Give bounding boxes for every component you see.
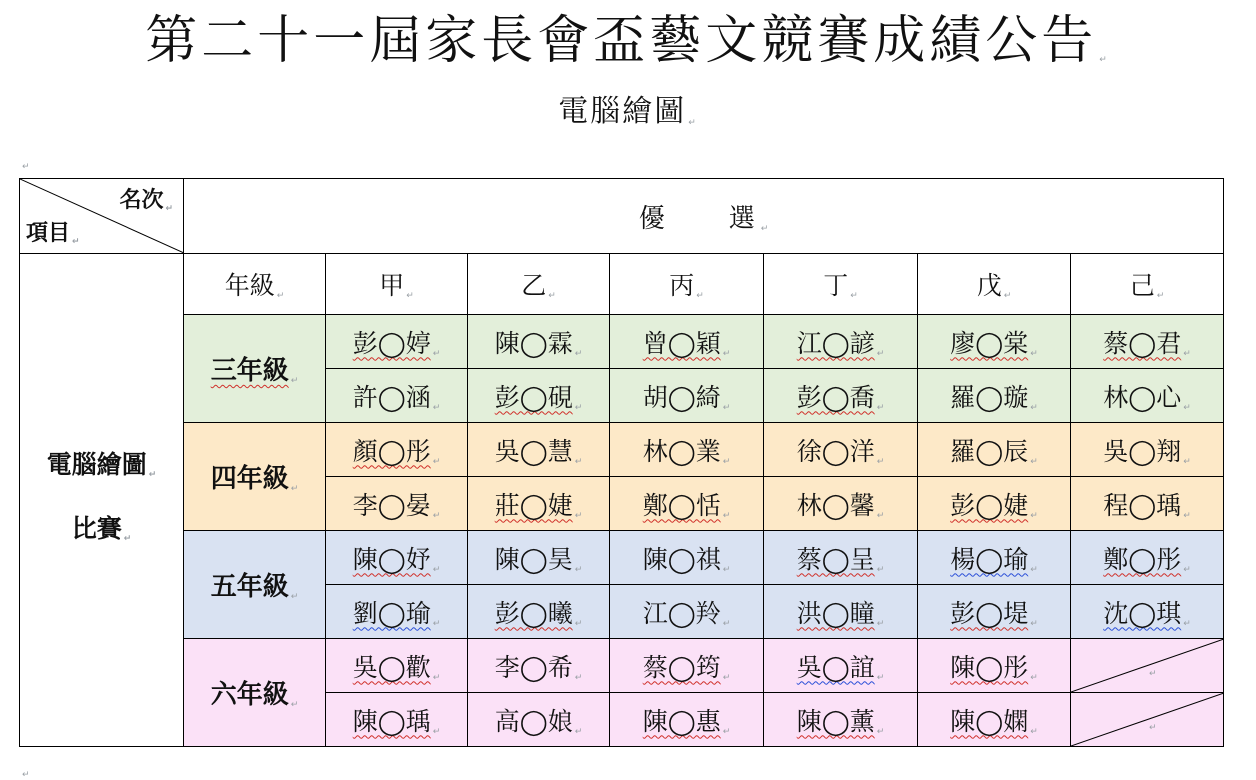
corner-cell	[20, 179, 184, 254]
student-name: 高◯娘	[494, 706, 573, 736]
student-name-cell: 彭◯婕 ↵	[918, 477, 1071, 531]
student-name-cell: 鄭◯彤 ↵	[1071, 531, 1224, 585]
student-name-cell: 陳◯惠 ↵	[610, 693, 764, 747]
student-name: 陳◯惠	[642, 706, 721, 736]
student-name-cell: 李◯晏 ↵	[326, 477, 468, 531]
student-name: 陳◯祺	[642, 544, 721, 574]
paragraph-mark: ↵	[1099, 55, 1111, 65]
empty-paragraph	[20, 758, 30, 780]
student-name: 江◯諺	[796, 328, 875, 358]
award-header-cell: 優 選 ↵	[184, 179, 1224, 254]
results-table	[19, 178, 1224, 747]
student-name-cell: 高◯娘 ↵	[468, 693, 610, 747]
student-name-cell: 吳◯翔 ↵	[1071, 423, 1224, 477]
student-name: 李◯晏	[352, 490, 431, 520]
award-header: 優 選	[638, 203, 759, 234]
student-name-cell: 陳◯瑀 ↵	[326, 693, 468, 747]
student-name-cell: 陳◯嫻 ↵	[918, 693, 1071, 747]
grade-label: 三年級	[210, 356, 289, 386]
student-name: 洪◯瞳	[796, 598, 875, 628]
student-name-cell: 彭◯喬 ↵	[764, 369, 918, 423]
student-name-cell: 劉◯瑜 ↵	[326, 585, 468, 639]
student-name-cell: 洪◯瞳 ↵	[764, 585, 918, 639]
student-name: 羅◯辰	[950, 436, 1029, 466]
student-name: 曾◯穎	[642, 328, 721, 358]
student-name: 彭◯硯	[494, 382, 573, 412]
column-header-5: 戊 ↵	[918, 254, 1071, 315]
student-name: 蔡◯君	[1103, 328, 1182, 358]
student-name: 沈◯琪	[1103, 598, 1182, 628]
student-name-cell: 林◯馨 ↵	[764, 477, 918, 531]
student-name: 李◯希	[494, 652, 573, 682]
student-name-cell: 彭◯婷 ↵	[326, 315, 468, 369]
student-name-cell: 彭◯堤 ↵	[918, 585, 1071, 639]
student-name-cell: 彭◯曦 ↵	[468, 585, 610, 639]
column-header-row	[20, 254, 1224, 315]
grade-column-header: 年級 ↵	[184, 254, 326, 315]
grade-cell: 三年級 ↵	[184, 315, 326, 423]
student-row	[20, 423, 1224, 477]
student-name: 林◯心	[1103, 382, 1182, 412]
student-name-cell: 陳◯彤 ↵	[918, 639, 1071, 693]
student-name-cell: 徐◯洋 ↵	[764, 423, 918, 477]
student-name-cell: 楊◯瑜 ↵	[918, 531, 1071, 585]
student-name-cell: 陳◯薰 ↵	[764, 693, 918, 747]
paragraph-mark: ↵	[22, 770, 30, 780]
student-name-cell: 彭◯硯 ↵	[468, 369, 610, 423]
student-name-cell: 胡◯綺 ↵	[610, 369, 764, 423]
student-name: 彭◯堤	[950, 598, 1029, 628]
student-name: 顏◯彤	[352, 436, 431, 466]
student-name: 陳◯瑀	[352, 706, 431, 736]
student-name-cell: 鄭◯恬 ↵	[610, 477, 764, 531]
student-name-cell: 吳◯慧 ↵	[468, 423, 610, 477]
paragraph-mark: ↵	[22, 162, 30, 172]
title-text: 第二十一屆家長會盃藝文競賽成績公告	[145, 11, 1098, 71]
student-name: 羅◯璇	[950, 382, 1029, 412]
student-name: 陳◯妤	[352, 544, 431, 574]
student-row	[20, 639, 1224, 693]
grade-cell: 六年級 ↵	[184, 639, 326, 747]
student-name: 江◯羚	[642, 598, 721, 628]
grade-cell: 四年級 ↵	[184, 423, 326, 531]
slash-line	[1071, 693, 1224, 746]
student-name: 彭◯婕	[950, 490, 1029, 520]
empty-slash-cell: ↵	[1071, 693, 1224, 747]
student-name: 陳◯彤	[950, 652, 1029, 682]
student-name-cell: 吳◯歡 ↵	[326, 639, 468, 693]
column-header-2: 乙 ↵	[468, 254, 610, 315]
column-header-1: 甲 ↵	[326, 254, 468, 315]
item-cell	[20, 254, 184, 747]
student-name-cell: 陳◯霖 ↵	[468, 315, 610, 369]
student-name: 廖◯棠	[950, 328, 1029, 358]
student-name: 彭◯婷	[352, 328, 431, 358]
rank-label: 名次 ↵	[119, 187, 173, 214]
student-name-cell: 陳◯祺 ↵	[610, 531, 764, 585]
student-name: 楊◯瑜	[950, 544, 1029, 574]
column-header-6: 己 ↵	[1071, 254, 1224, 315]
student-row	[20, 315, 1224, 369]
column-header-4: 丁 ↵	[764, 254, 918, 315]
student-name: 胡◯綺	[642, 382, 721, 412]
student-name: 蔡◯筠	[642, 652, 721, 682]
student-name: 許◯涵	[352, 382, 431, 412]
student-name-cell: 顏◯彤 ↵	[326, 423, 468, 477]
document-subtitle	[0, 90, 1256, 141]
header-row	[20, 179, 1224, 254]
student-name-cell: 羅◯璇 ↵	[918, 369, 1071, 423]
student-name: 徐◯洋	[796, 436, 875, 466]
student-name: 林◯業	[642, 436, 721, 466]
student-name-cell: 江◯羚 ↵	[610, 585, 764, 639]
empty-slash-cell: ↵	[1071, 639, 1224, 693]
student-name: 林◯馨	[796, 490, 875, 520]
student-name: 吳◯歡	[352, 652, 431, 682]
student-name-cell: 莊◯婕 ↵	[468, 477, 610, 531]
student-name-cell: 陳◯妤 ↵	[326, 531, 468, 585]
student-name: 彭◯喬	[796, 382, 875, 412]
student-name: 程◯瑀	[1103, 490, 1182, 520]
grade-label: 六年級	[210, 680, 289, 710]
item-name: 電腦繪圖 ↵ 比賽 ↵	[46, 450, 157, 544]
student-name-cell: 江◯諺 ↵	[764, 315, 918, 369]
student-name-cell: 林◯業 ↵	[610, 423, 764, 477]
student-name-cell: 羅◯辰 ↵	[918, 423, 1071, 477]
student-name-cell: 蔡◯君 ↵	[1071, 315, 1224, 369]
empty-paragraph	[20, 150, 30, 172]
student-name-cell: 陳◯昊 ↵	[468, 531, 610, 585]
grade-cell: 五年級 ↵	[184, 531, 326, 639]
student-name: 莊◯婕	[494, 490, 573, 520]
student-name-cell: 沈◯琪 ↵	[1071, 585, 1224, 639]
student-name: 陳◯嫻	[950, 706, 1029, 736]
student-name-cell: 廖◯棠 ↵	[918, 315, 1071, 369]
student-name: 吳◯翔	[1103, 436, 1182, 466]
grade-label: 五年級	[210, 572, 289, 602]
student-name: 陳◯霖	[494, 328, 573, 358]
grade-label: 四年級	[210, 464, 289, 494]
student-name: 鄭◯彤	[1103, 544, 1182, 574]
student-name: 陳◯昊	[494, 544, 573, 574]
student-name: 蔡◯呈	[796, 544, 875, 574]
student-name-cell: 許◯涵 ↵	[326, 369, 468, 423]
student-row	[20, 531, 1224, 585]
item-label: 項目 ↵	[26, 220, 80, 247]
student-name-cell: 程◯瑀 ↵	[1071, 477, 1224, 531]
student-name: 劉◯瑜	[352, 598, 431, 628]
student-name: 吳◯慧	[494, 436, 573, 466]
student-name: 鄭◯恬	[642, 490, 721, 520]
student-name: 陳◯薰	[796, 706, 875, 736]
student-name-cell: 蔡◯呈 ↵	[764, 531, 918, 585]
subtitle-text: 電腦繪圖	[558, 94, 687, 129]
student-name-cell: 李◯希 ↵	[468, 639, 610, 693]
student-name-cell: 林◯心 ↵	[1071, 369, 1224, 423]
slash-line	[1071, 639, 1224, 692]
paragraph-mark: ↵	[688, 118, 698, 128]
student-name-cell: 吳◯誼 ↵	[764, 639, 918, 693]
document-title	[0, 6, 1256, 91]
column-header-3: 丙 ↵	[610, 254, 764, 315]
student-name-cell: 蔡◯筠 ↵	[610, 639, 764, 693]
student-name: 彭◯曦	[494, 598, 573, 628]
student-name-cell: 曾◯穎 ↵	[610, 315, 764, 369]
student-name: 吳◯誼	[796, 652, 875, 682]
